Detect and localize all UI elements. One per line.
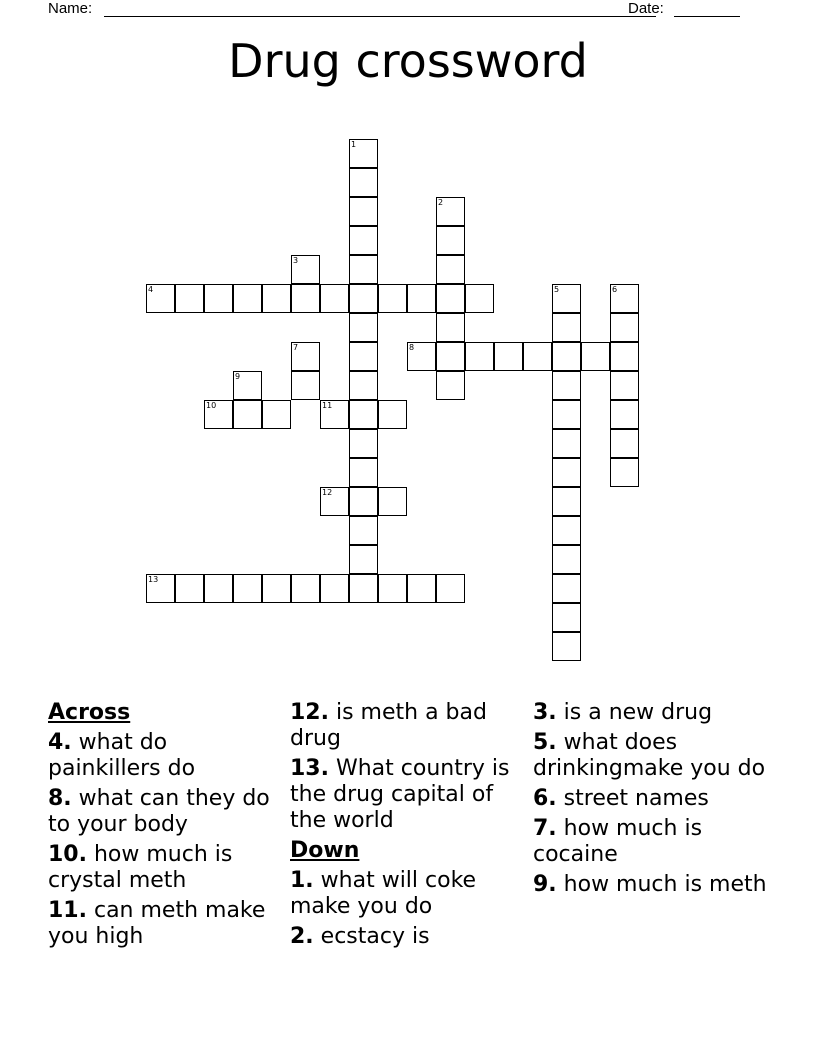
- grid-cell[interactable]: [465, 284, 494, 313]
- clue-item: [290, 924, 520, 950]
- grid-cell[interactable]: [320, 574, 349, 603]
- grid-cell[interactable]: [552, 545, 581, 574]
- grid-cell[interactable]: [552, 342, 581, 371]
- clue-text: how much is meth: [556, 872, 767, 897]
- grid-cell[interactable]: [349, 371, 378, 400]
- clue-num: 13.: [290, 756, 329, 781]
- name-label: Name:: [48, 0, 93, 17]
- grid-cell[interactable]: [349, 574, 378, 603]
- grid-cell[interactable]: [262, 284, 291, 313]
- grid-cell[interactable]: [436, 284, 465, 313]
- grid-cell[interactable]: [436, 197, 465, 226]
- grid-cell[interactable]: [552, 429, 581, 458]
- clue-num: 12.: [290, 700, 329, 725]
- grid-cell[interactable]: [349, 516, 378, 545]
- grid-cell[interactable]: [291, 371, 320, 400]
- clue-item: [290, 868, 520, 920]
- clue-item: [48, 730, 278, 782]
- clue-num: 8.: [48, 786, 72, 811]
- grid-cell[interactable]: [262, 400, 291, 429]
- clue-number: 1: [351, 140, 357, 149]
- grid-cell[interactable]: [291, 342, 320, 371]
- grid-cell[interactable]: [349, 226, 378, 255]
- grid-cell[interactable]: [436, 574, 465, 603]
- grid-cell[interactable]: [233, 400, 262, 429]
- clue-item: [533, 786, 773, 812]
- grid-cell[interactable]: [349, 458, 378, 487]
- clue-num: 7.: [533, 816, 557, 841]
- grid-cell[interactable]: [552, 487, 581, 516]
- grid-cell[interactable]: [320, 487, 349, 516]
- clue-num: 3.: [533, 700, 557, 725]
- clue-number: 12: [322, 488, 333, 497]
- grid-cell[interactable]: [349, 342, 378, 371]
- clue-num: 9.: [533, 872, 557, 897]
- grid-cell[interactable]: [233, 284, 262, 313]
- grid-cell[interactable]: [291, 284, 320, 313]
- clue-number: 11: [322, 401, 333, 410]
- grid-cell[interactable]: [610, 371, 639, 400]
- grid-cell[interactable]: [407, 574, 436, 603]
- grid-cell[interactable]: [610, 400, 639, 429]
- grid-cell[interactable]: [581, 342, 610, 371]
- grid-cell[interactable]: [407, 284, 436, 313]
- page-title: Drug crossword: [228, 34, 588, 88]
- clues-column-3: [533, 700, 773, 902]
- grid-cell[interactable]: [233, 574, 262, 603]
- grid-cell[interactable]: [465, 342, 494, 371]
- clue-text: is meth a bad drug: [290, 700, 487, 751]
- clue-number: 8: [409, 343, 415, 352]
- grid-cell[interactable]: [204, 574, 233, 603]
- clue-text: what do painkillers do: [48, 730, 196, 781]
- clue-text: What country is the drug capital of the world: [290, 756, 510, 833]
- clues-column-2: [290, 700, 520, 954]
- clue-number: 5: [554, 285, 560, 294]
- clue-number: 10: [206, 401, 217, 410]
- grid-cell[interactable]: [378, 574, 407, 603]
- grid-cell[interactable]: [262, 574, 291, 603]
- clue-text: can meth make you high: [48, 898, 266, 949]
- clues-column-1: [48, 700, 278, 954]
- grid-cell[interactable]: [378, 400, 407, 429]
- grid-cell[interactable]: [146, 574, 175, 603]
- clue-item: [533, 816, 773, 868]
- grid-cell[interactable]: [175, 284, 204, 313]
- grid-cell[interactable]: [552, 516, 581, 545]
- clue-text: how much is crystal meth: [48, 842, 233, 893]
- grid-cell[interactable]: [204, 400, 233, 429]
- clue-item: [533, 730, 773, 782]
- grid-cell[interactable]: [610, 313, 639, 342]
- across-heading: Across: [48, 700, 131, 725]
- grid-cell[interactable]: [610, 284, 639, 313]
- clue-num: 1.: [290, 868, 314, 893]
- clue-item: [290, 700, 520, 752]
- clue-text: is a new drug: [556, 700, 713, 725]
- grid-cell[interactable]: [175, 574, 204, 603]
- grid-cell[interactable]: [291, 574, 320, 603]
- grid-cell[interactable]: [552, 284, 581, 313]
- grid-cell[interactable]: [436, 255, 465, 284]
- down-heading: Down: [290, 838, 360, 863]
- grid-cell[interactable]: [349, 197, 378, 226]
- grid-cell[interactable]: [378, 487, 407, 516]
- clue-num: 11.: [48, 898, 87, 923]
- clue-item: [48, 842, 278, 894]
- clue-number: 7: [293, 343, 299, 352]
- clue-number: 9: [235, 372, 241, 381]
- grid-cell[interactable]: [407, 342, 436, 371]
- clue-item: [533, 872, 773, 898]
- clue-text: ecstacy is: [313, 924, 430, 949]
- grid-cell[interactable]: [349, 139, 378, 168]
- grid-cell[interactable]: [436, 226, 465, 255]
- clue-number: 3: [293, 256, 299, 265]
- grid-cell[interactable]: [349, 429, 378, 458]
- grid-cell[interactable]: [552, 400, 581, 429]
- grid-cell[interactable]: [204, 284, 233, 313]
- grid-cell[interactable]: [552, 458, 581, 487]
- clue-num: 2.: [290, 924, 314, 949]
- grid-cell[interactable]: [378, 284, 407, 313]
- grid-cell[interactable]: [349, 255, 378, 284]
- clue-number: 6: [612, 285, 618, 294]
- grid-cell[interactable]: [291, 255, 320, 284]
- clue-item: [290, 756, 520, 834]
- clue-num: 10.: [48, 842, 87, 867]
- grid-cell[interactable]: [349, 545, 378, 574]
- grid-cell[interactable]: [552, 313, 581, 342]
- grid-cell[interactable]: [552, 371, 581, 400]
- clue-text: what will coke make you do: [290, 868, 477, 919]
- grid-cell[interactable]: [320, 284, 349, 313]
- grid-cell[interactable]: [436, 342, 465, 371]
- grid-cell[interactable]: [349, 313, 378, 342]
- clue-number: 13: [148, 575, 159, 584]
- grid-cell[interactable]: [552, 632, 581, 661]
- grid-cell[interactable]: [523, 342, 552, 371]
- grid-cell[interactable]: [610, 342, 639, 371]
- clue-text: what can they do to your body: [48, 786, 270, 837]
- grid-cell[interactable]: [349, 284, 378, 313]
- grid-cell[interactable]: [320, 400, 349, 429]
- clue-number: 2: [438, 198, 444, 207]
- grid-cell[interactable]: [349, 400, 378, 429]
- clue-number: 4: [148, 285, 154, 294]
- clue-item: [533, 700, 773, 726]
- grid-cell[interactable]: [146, 284, 175, 313]
- grid-cell[interactable]: [610, 429, 639, 458]
- clue-item: [48, 898, 278, 950]
- grid-cell[interactable]: [436, 371, 465, 400]
- grid-cell[interactable]: [552, 603, 581, 632]
- clue-text: what does drinkingmake you do: [533, 730, 766, 781]
- clue-num: 6.: [533, 786, 557, 811]
- grid-cell[interactable]: [349, 168, 378, 197]
- clue-num: 5.: [533, 730, 557, 755]
- date-label: Date:: [628, 0, 664, 17]
- clue-text: how much is cocaine: [533, 816, 703, 867]
- grid-cell[interactable]: [349, 487, 378, 516]
- grid-cell[interactable]: [610, 458, 639, 487]
- clue-item: [48, 786, 278, 838]
- clue-text: street names: [556, 786, 709, 811]
- grid-cell[interactable]: [436, 313, 465, 342]
- grid-cell[interactable]: [494, 342, 523, 371]
- grid-cell[interactable]: [233, 371, 262, 400]
- clue-num: 4.: [48, 730, 72, 755]
- grid-cell[interactable]: [552, 574, 581, 603]
